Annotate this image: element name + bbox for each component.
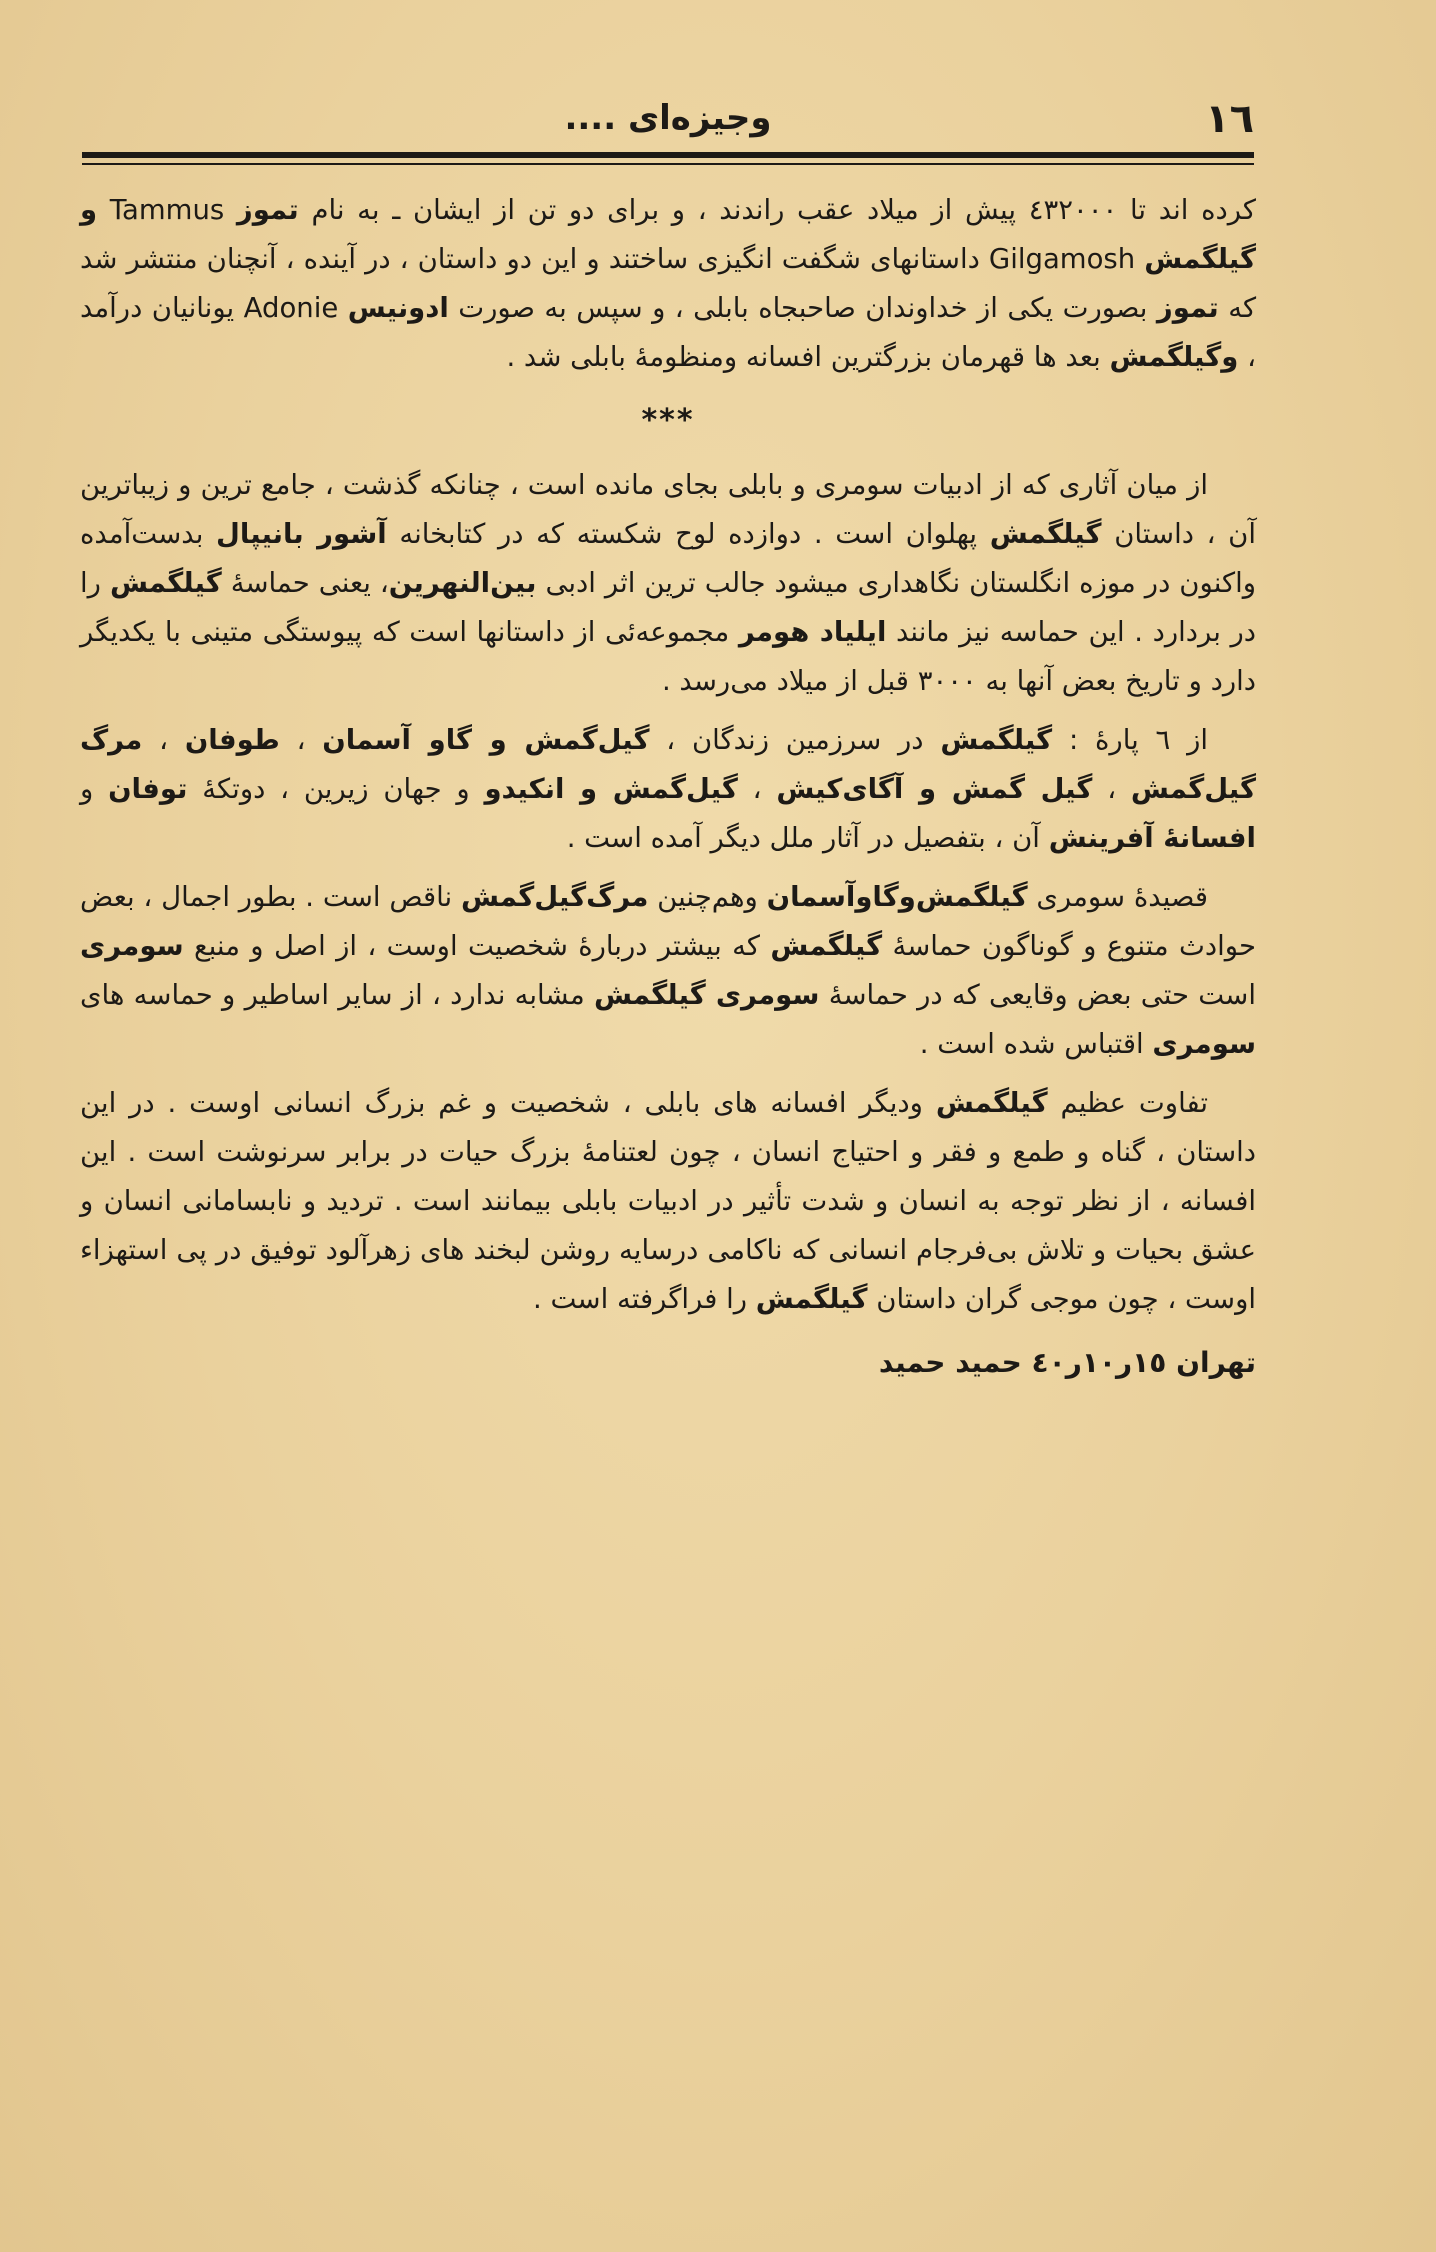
page-number: ١٦ <box>1205 96 1254 142</box>
header-rule-thin <box>82 163 1254 165</box>
paragraph-1: از میان آثاری که از ادبیات سومری و بابلی بجای مانده است ، چنانکه گذشت ، جامع ترین و زیباترین آن ، داستان گیلگمش پهلوان است . دوازده لوح شکسته که در کتابخانه آشور بانیپال بدست‌آمده واکنون در موزه انگلستان نگاهداری میشود جالب ترین اثر ادبی بین‌النهرین، یعنی حماسهٔ گیلگمش را در بردارد . این حماسه نیز مانند ایلیاد هومر مجموعه‌ئی از داستانها است که پیوستگی متینی با یکدیگر دارد و تاریخ بعض آنها به ٣٠٠٠ قبل از میلاد می‌رسد . <box>80 469 1257 697</box>
paragraph-2: از ٦ پارهٔ : گیلگمش در سرزمین زندگان ، گیل‌گمش و گاو آسمان ، طوفان ، مرگ گیل‌گمش ، گیل گمش و آگای‌کیش ، گیل‌گمش و انکیدو و جهان زیرین ، دوتکهٔ توفان و افسانهٔ آفرینش آن ، بتفصیل در آثار ملل دیگر آمده است . <box>80 724 1256 854</box>
running-title: وجيزه‌ای .... <box>564 98 772 138</box>
body-text <box>80 186 1256 1387</box>
paragraph-3: قصیدهٔ سومری گیلگمش‌وگاوآسمان وهم‌چنین مرگ‌گیل‌گمش ناقص است . بطور اجمال ، بعض حوادث متنوع و گوناگون حماسهٔ گیلگمش که بیشتر دربارهٔ شخصیت اوست ، از اصل و منبع سومری است حتی بعض وقایعی که در حماسهٔ سومری گیلگمش مشابه ندارد ، از سایر اساطیر و حماسه های سومری اقتباس شده است . <box>80 881 1256 1060</box>
signature-line: تهران ١٥ر١٠ر٤٠ حمید حمید <box>878 1346 1256 1379</box>
intro-paragraph: کرده اند تا ٤٣٢٠٠٠ پیش از میلاد عقب راندند ، و برای دو تن از ایشان ـ به نام تموز Tammus و گیلگمش Gilgamosh داستانهای شگفت انگیزی ساختند و این دو داستان ، در آینده ، آنچنان منتشر شد که تموز بصورت یکی از خداوندان صاحبجاه بابلی ، و سپس به صورت ادونیس Adonie یونانیان درآمد ، وگیلگمش بعد ها قهرمان بزرگترین افسانه ومنظومهٔ بابلی شد . <box>80 194 1257 373</box>
paragraph-4: تفاوت عظیم گیلگمش ودیگر افسانه های بابلی ، شخصیت و غم بزرگ انسانی اوست . در این داستان ، گناه و طمع و فقر و احتیاج انسان ، چون لعتنامهٔ بزرگ حیات در برابر سرنوشت است . این افسانه ، از نظر توجه به انسان و شدت تأثیر در ادبیات بابلی بیمانند است . تردید و نابسامانی انسان و عشق بحیات و تلاش بی‌فرجام انسانی که ناکامی درسایه روشن لبخند های زهرآلود توفیق در پی استهزاء اوست ، چون موجی گران داستان گیلگمش را فراگرفته است . <box>80 1087 1256 1315</box>
page-header <box>82 92 1254 148</box>
header-rule-thick <box>82 152 1254 158</box>
section-divider: *** <box>641 403 695 438</box>
